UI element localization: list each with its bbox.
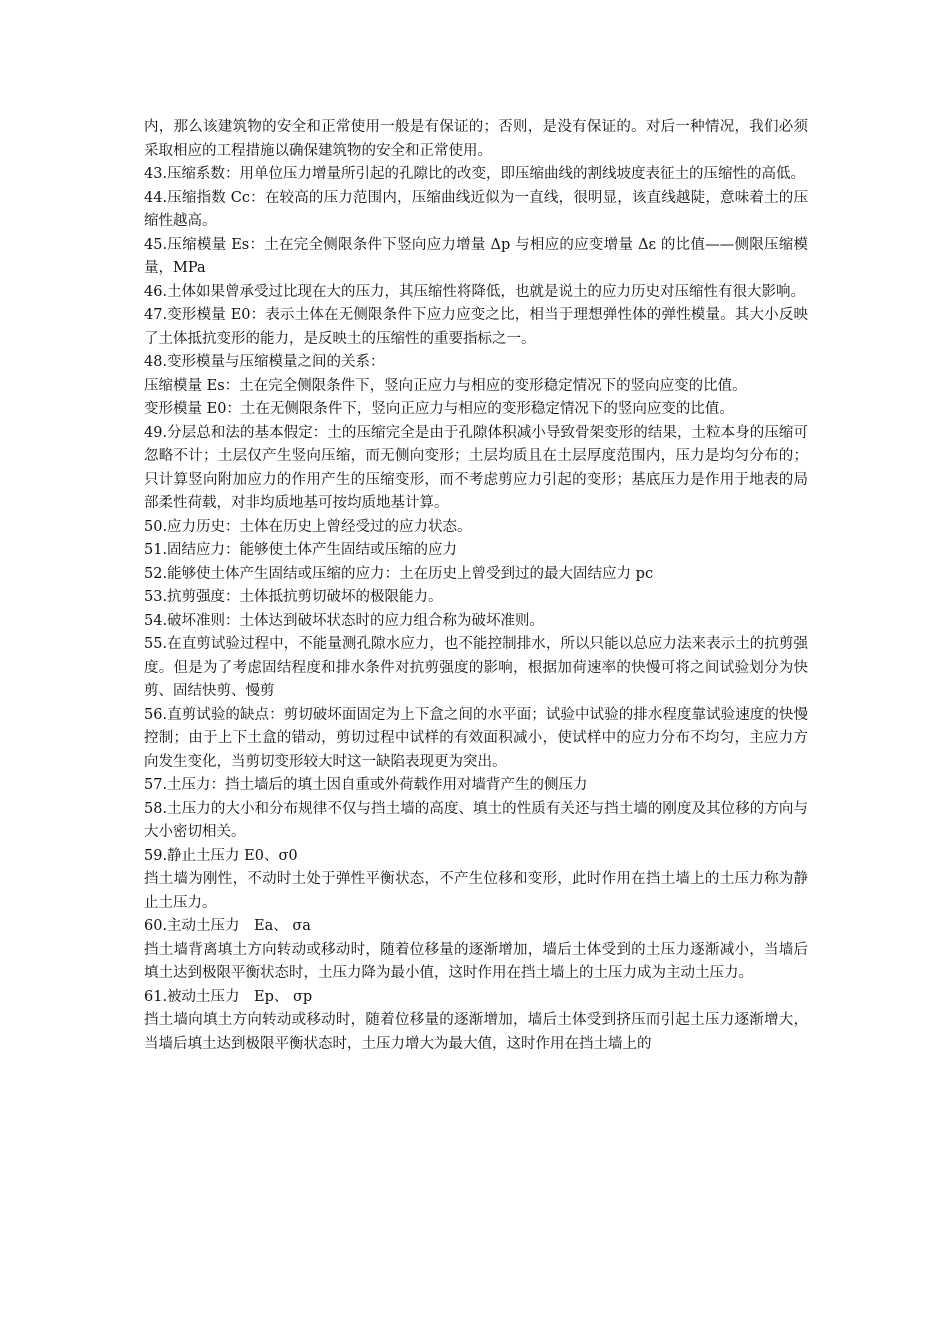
item-54: 54.破坏准则：土体达到破坏状态时的应力组合称为破坏准则。 — [144, 612, 545, 629]
item-57: 57.土压力：挡土墙后的填土因自重或外荷载作用对墙背产生的侧压力 — [144, 777, 588, 793]
item-59: 59.静止土压力 E0、σ0 — [144, 847, 298, 864]
item-43: 43.压缩系数：用单位压力增量所引起的孔隙比的改变，即压缩曲线的割线坡度表征土的压缩性的高低。 — [144, 166, 806, 182]
item-48-es: 压缩模量 Es：土在完全侧限条件下，竖向正应力与相应的变形稳定情况下的竖向应变的比值。 — [144, 377, 747, 394]
item-61: 61.被动土压力 Ep、 σp — [144, 988, 313, 1005]
item-59-desc: 挡土墙为刚性，不动时土处于弹性平衡状态，不产生位移和变形，此时作用在挡土墙上的土压力称为静止土压力。 — [144, 871, 808, 911]
item-56: 56.直剪试验的缺点：剪切破坏面固定为上下盒之间的水平面；试验中试验的排水程度靠试验速度的快慢控制；由于上下土盒的错动，剪切过程中试样的有效面积减小，使试样中的应力分布不均匀，主应力方向发生变化，当剪切变形较大时这一缺陷表现更为突出。 — [144, 706, 808, 770]
item-52: 52.能够使土体产生固结或压缩的应力：土在历史上曾受到过的最大固结应力 pc — [144, 565, 654, 582]
item-60-desc: 挡土墙背离填土方向转动或移动时，随着位移量的逐渐增加，墙后土体受到的土压力逐渐减小，当墙后填土达到极限平衡状态时，土压力降为最小值，这时作用在挡土墙上的土压力成为主动土压力。 — [144, 941, 808, 981]
item-48-e0: 变形模量 E0：土在无侧限条件下，竖向正应力与相应的变形稳定情况下的竖向应变的比值。 — [144, 401, 734, 417]
item-51: 51.固结应力：能够使土体产生固结或压缩的应力 — [144, 542, 458, 558]
item-46: 46.土体如果曾承受过比现在大的压力，其压缩性将降低，也就是说土的应力历史对压缩性有很大影响。 — [144, 283, 806, 300]
page-body — [144, 116, 808, 1056]
item-60: 60.主动土压力 Ea、 σa — [144, 918, 311, 934]
item-45: 45.压缩模量 Es：土在完全侧限条件下竖向应力增量 Δp 与相应的应变增量 Δε 的比值——侧限压缩模量，MPa — [144, 236, 808, 276]
item-49: 49.分层总和法的基本假定：土的压缩完全是由于孔隙体积减小导致骨架变形的结果，土粒本身的压缩可忽略不计；土层仅产生竖向压缩，而无侧向变形；土层均质且在土层厚度范围内，压力是均匀分布的；只计算竖向附加应力的作用产生的压缩变形，而不考虑剪应力引起的变形；基底压力是作用于地表的局部柔性荷载，对非均质地基可按均质地基计算。 — [144, 424, 808, 511]
item-44: 44.压缩指数 Cc：在较高的压力范围内，压缩曲线近似为一直线，很明显，该直线越陡，意味着土的压缩性越高。 — [144, 189, 808, 229]
item-58: 58.土压力的大小和分布规律不仅与挡土墙的高度、填土的性质有关还与挡土墙的刚度及其位移的方向与大小密切相关。 — [144, 800, 808, 840]
item-61-desc: 挡土墙向填土方向转动或移动时，随着位移量的逐渐增加，墙后土体受到挤压而引起土压力逐渐增大，当墙后填土达到极限平衡状态时，土压力增大为最大值，这时作用在挡土墙上的 — [144, 1012, 808, 1052]
paragraph-continuation: 内，那么该建筑物的安全和正常使用一般是有保证的；否则，是没有保证的。对后一种情况，我们必须采取相应的工程措施以确保建筑物的安全和正常使用。 — [144, 119, 808, 159]
item-55: 55.在直剪试验过程中，不能量测孔隙水应力，也不能控制排水，所以只能以总应力法来表示土的抗剪强度。但是为了考虑固结程度和排水条件对抗剪强度的影响，根据加荷速率的快慢可将之间试验划分为快剪、固结快剪、慢剪 — [144, 636, 808, 699]
item-47: 47.变形模量 E0：表示土体在无侧限条件下应力应变之比，相当于理想弹性体的弹性模量。其大小反映了土体抵抗变形的能力，是反映土的压缩性的重要指标之一。 — [144, 307, 808, 347]
item-53: 53.抗剪强度：土体抵抗剪切破坏的极限能力。 — [144, 589, 443, 605]
item-48: 48.变形模量与压缩模量之间的关系： — [144, 354, 385, 370]
item-50: 50.应力历史：土体在历史上曾经受过的应力状态。 — [144, 518, 472, 535]
